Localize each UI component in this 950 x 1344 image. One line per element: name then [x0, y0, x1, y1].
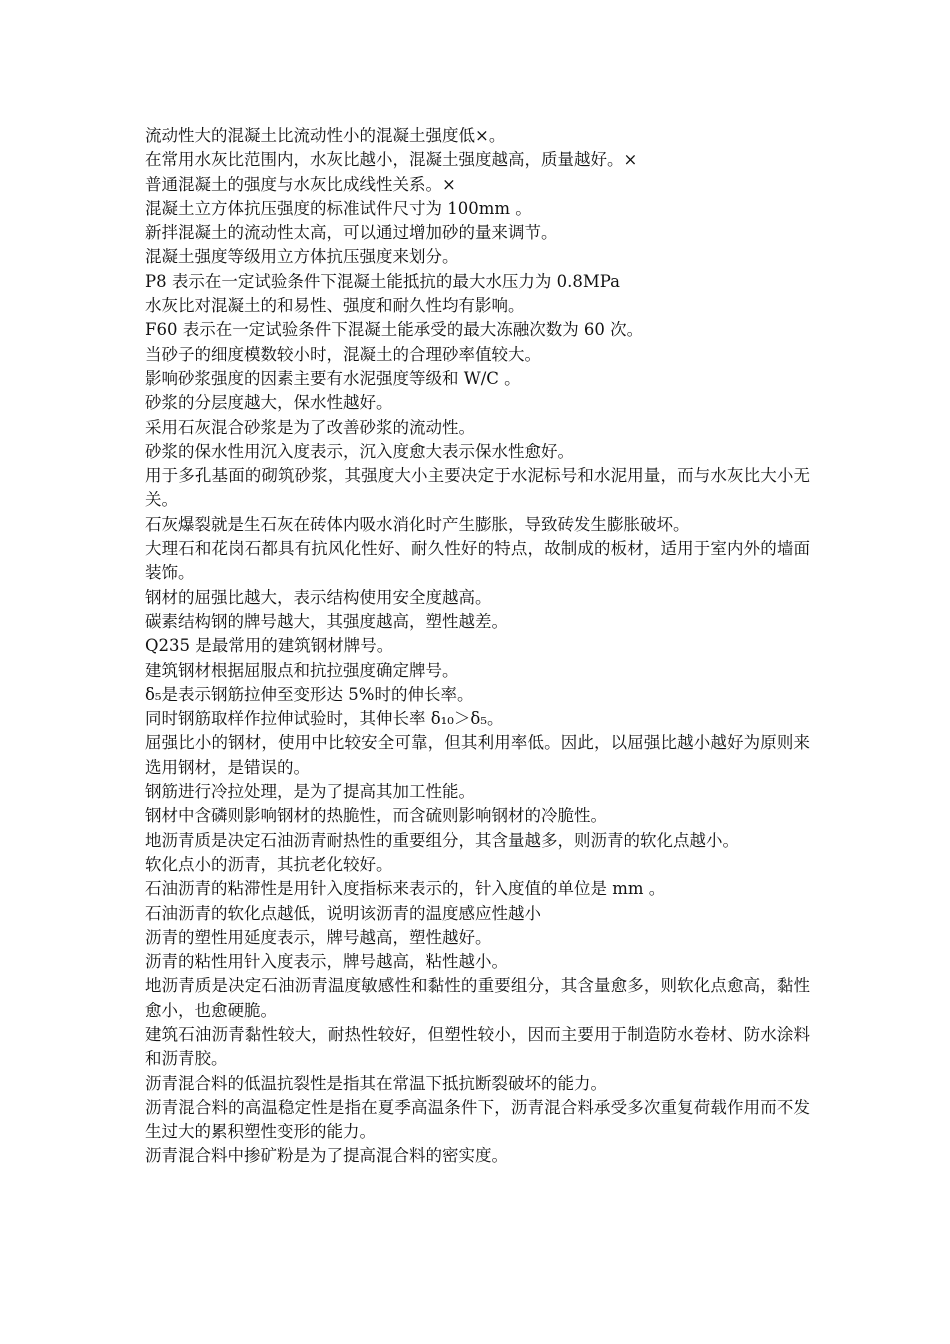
text-line: 钢筋进行冷拉处理，是为了提高其加工性能。	[145, 782, 475, 802]
text-line: 砂浆的分层度越大，保水性越好。	[145, 393, 393, 413]
text-line: F60 表示在一定试验条件下混凝土能承受的最大冻融次数为 60 次。	[145, 320, 644, 340]
text-line: 软化点小的沥青，其抗老化较好。	[145, 854, 393, 874]
text-line: 大理石和花岗石都具有抗风化性好、耐久性好的特点，故制成的板材，适用于室内外的墙面装饰。	[145, 539, 810, 583]
text-line: 普通混凝土的强度与水灰比成线性关系。×	[145, 174, 456, 194]
text-line: 地沥青质是决定石油沥青温度敏感性和黏性的重要组分，其含量愈多，则软化点愈高，黏性愈小，也愈硬脆。	[145, 976, 810, 1020]
text-line: 建筑石油沥青黏性较大，耐热性较好，但塑性较小，因而主要用于制造防水卷材、防水涂料和沥青胶。	[145, 1024, 810, 1069]
text-line: 沥青的塑性用延度表示，牌号越高，塑性越好。	[145, 927, 492, 947]
text-line: 钢材的屈强比越大，表示结构使用安全度越高。	[145, 587, 492, 607]
text-line: P8 表示在一定试验条件下混凝土能抵抗的最大水压力为 0.8MPa	[145, 271, 620, 291]
text-line: 石油沥青的粘滞性是用针入度指标来表示的，针入度值的单位是 mm 。	[145, 879, 666, 899]
text-line: 新拌混凝土的流动性太高，可以通过增加砂的量来调节。	[145, 223, 558, 243]
text-line: 用于多孔基面的砌筑砂浆，其强度大小主要决定于水泥标号和水泥用量，而与水灰比大小无关。	[145, 466, 810, 510]
text-line: 采用石灰混合砂浆是为了改善砂浆的流动性。	[145, 417, 475, 437]
document-body	[145, 124, 810, 1169]
text-line: 混凝土立方体抗压强度的标准试件尺寸为 100mm 。	[145, 198, 532, 218]
text-line: 沥青混合料的低温抗裂性是指其在常温下抵抗断裂破坏的能力。	[145, 1073, 607, 1093]
text-line: 砂浆的保水性用沉入度表示，沉入度愈大表示保水性愈好。	[145, 441, 574, 461]
text-line: 混凝土强度等级用立方体抗压强度来划分。	[145, 247, 459, 267]
text-line: 沥青混合料的高温稳定性是指在夏季高温条件下，沥青混合料承受多次重复荷载作用而不发生过大的累积塑性变形的能力。	[145, 1097, 810, 1142]
text-line: 当砂子的细度模数较小时，混凝土的合理砂率值较大。	[145, 344, 541, 364]
text-line: 石油沥青的软化点越低，说明该沥青的温度感应性越小	[145, 903, 541, 923]
text-line: 石灰爆裂就是生石灰在砖体内吸水消化时产生膨胀，导致砖发生膨胀破坏。	[145, 514, 690, 534]
text-line: 同时钢筋取样作拉伸试验时，其伸长率 δ₁₀＞δ₅。	[145, 709, 504, 729]
text-line: Q235 是最常用的建筑钢材牌号。	[145, 636, 394, 656]
text-line: 屈强比小的钢材，使用中比较安全可靠，但其利用率低。因此，以屈强比越小越好为原则来选用钢材，是错误的。	[145, 733, 810, 777]
text-line: 在常用水灰比范围内，水灰比越小，混凝土强度越高，质量越好。×	[145, 150, 638, 170]
text-line: 沥青的粘性用针入度表示，牌号越高，粘性越小。	[145, 952, 508, 972]
text-line: 地沥青质是决定石油沥青耐热性的重要组分，其含量越多，则沥青的软化点越小。	[145, 830, 739, 850]
text-line: 影响砂浆强度的因素主要有水泥强度等级和 W/C 。	[145, 368, 521, 388]
text-line: 建筑钢材根据屈服点和抗拉强度确定牌号。	[145, 660, 459, 680]
text-line: 流动性大的混凝土比流动性小的混凝土强度低×。	[145, 126, 506, 145]
text-line: δ₅是表示钢筋拉伸至变形达 5%时的伸长率。	[145, 684, 474, 704]
text-line: 碳素结构钢的牌号越大，其强度越高，塑性越差。	[145, 611, 508, 631]
text-line: 钢材中含磷则影响钢材的热脆性，而含硫则影响钢材的冷脆性。	[145, 806, 607, 826]
text-line: 水灰比对混凝土的和易性、强度和耐久性均有影响。	[145, 296, 525, 316]
text-line: 沥青混合料中掺矿粉是为了提高混合料的密实度。	[145, 1146, 508, 1166]
